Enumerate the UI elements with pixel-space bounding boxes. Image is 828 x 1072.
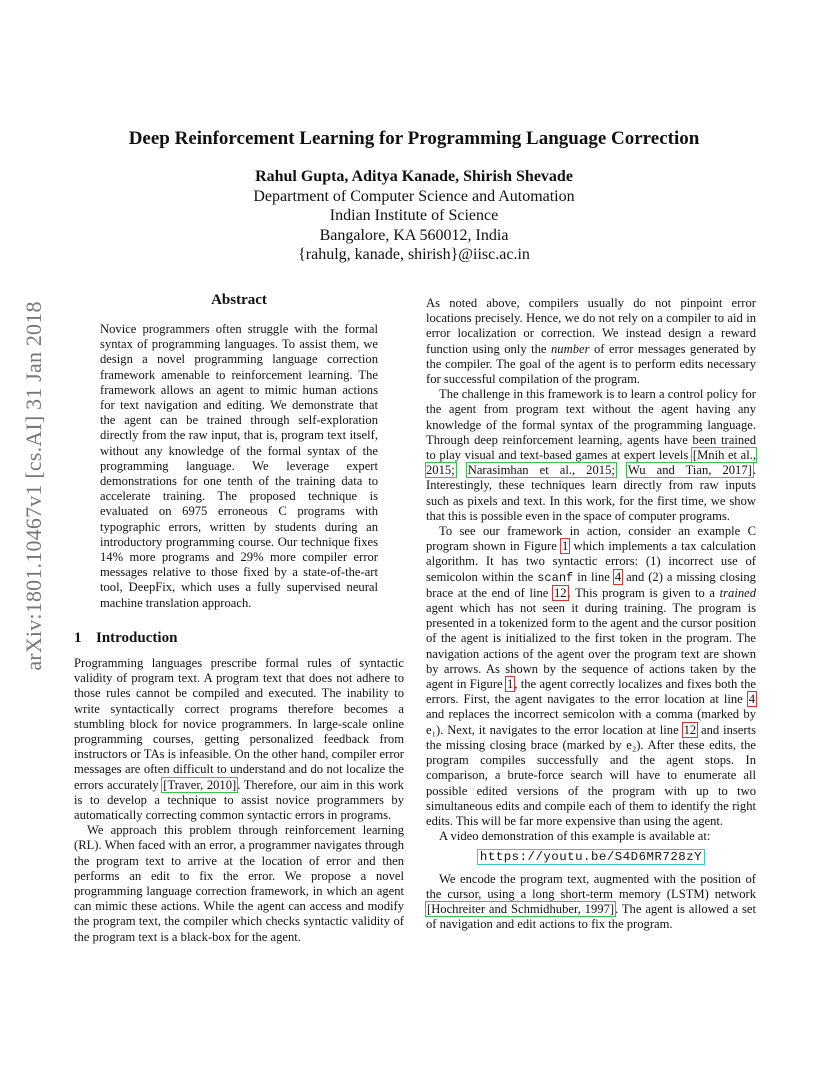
r-p3-h: and replaces the incorrect semicolon with a comma (marked by e₁). Next, it navigates to the error location at line [426,707,756,737]
paper-authors: Rahul Gupta, Aditya Kanade, Shirish Shevade [255,168,573,185]
r-p3-c: in line [573,569,614,584]
r-p3-trained: trained [719,585,757,600]
abstract-body: Novice programmers often struggle with the formal syntax of programming languages. To assist them, we design a novel programming language correction framework amenable to reinforcement learning. The framework allows an agent to mimic human actions for text navigation and editing. We demonstrate that the agent can be trained through self-exploration directly from the raw input, that is, program text itself, without any knowledge of the formal syntax of the programming language. We leverage expert demonstrations for one tenth of the training data to accelerate training. The proposed technique is evaluated on 6975 erroneous C programs with typographic errors, written by students during an introductory programming course. Our technique fixes 14% more programs and 29% more compiler error messages relative to those fixed by a state-of-the-art tool, DeepFix, which uses a fully supervised neural machine translation approach. [100,322,378,610]
intro-left-column [74,656,404,945]
affiliation-emails: {rahulg, kanade, shirish}@iisc.ac.in [298,246,530,263]
line-ref-link[interactable]: 4 [748,692,755,707]
citation-link[interactable]: [Traver, 2010] [163,777,237,792]
video-url-link[interactable]: https://youtu.be/S4D6MR728zY [479,850,703,865]
line-ref-link[interactable]: 12 [683,722,697,737]
intro-p1-end: . Therefore, our aim in this work is to develop a technique to assist novice programmers by automatically correcting common syntactic errors in programs. [74,777,404,823]
r-p1-b: of error messages generated by the compiler. The goal of the agent is to perform edits necessary for successful compilation of the program. [426,341,756,387]
citation-link[interactable]: [Hochreiter and Schmidhuber, 1997] [427,901,615,916]
r-p1-em: number [551,341,590,356]
r-p5-a: We encode the program text, augmented with the position of the cursor, using a long short-term memory (LSTM) network [426,871,756,901]
arxiv-identifier [22,296,46,676]
section-number: 1 [74,630,82,646]
video-url [426,850,756,865]
intro-paragraph-2: We approach this problem through reinforcement learning (RL). When faced with an error, a programmer navigates through the program text to arrive at the location of error and then performs an edit to fix the error. We propose a novel programming language correction framework, in which an agent can mimic these actions. While the agent can access and modify the program text, the compiler which checks syntactic validity of the program text is a black-box for the agent. [74,823,404,944]
right-paragraph-3 [426,524,756,829]
r-p5-b: . The agent is allowed a set of navigation and edit actions to fix the program. [426,901,756,932]
right-paragraph-2 [426,387,756,524]
right-paragraph-5 [426,872,756,933]
figure-ref-link[interactable]: 1 [506,677,514,692]
r-p3-d: and (2) a missing closing brace at the end of line [426,569,756,600]
r-p3-f: agent which has not seen it during training. The program is presented in a tokenized form to the agent and the cursor position of the agent is initialized to the first token in the program. The navigation actions of the agent over the program text are shown by arrows. As shown by the sequence of actions taken by the agent in Figure [426,601,756,692]
r-p1-a: As noted above, compilers usually do not pinpoint error locations precisely. Hence, we do not rely on a compiler to aid in error localization or correction. We instead design a reward function using only the [426,296,756,356]
r-p3-e: . This program is given to a [567,585,720,600]
arxiv-id-text: arXiv:1801.10467v1 [cs.AI] 31 Jan 2018 [21,301,46,671]
citation-link[interactable]: [Mnih et al., 2015; [426,448,757,478]
citation-link[interactable]: Narasimhan et al., 2015; [467,463,615,478]
intro-paragraph-1 [74,656,404,823]
intro-p1-text: Programming languages prescribe formal rules of syntactic validity of program text. A program text that does not adhere to those rules cannot be compiled and executed. The inability to write syntactically correct programs therefore becomes a stumbling block for novice programmers. In large-scale online programming courses, getting personalized feedback from instructors or TAs is infeasible. On the other hand, compiler error messages are often difficult to understand and do not localize the errors accurately [74,656,404,792]
code-scanf: scanf [537,570,574,585]
line-ref-link[interactable]: 4 [614,569,622,584]
section-title: Introduction [96,630,178,646]
abstract-heading: Abstract [211,292,267,308]
section-heading-introduction [74,630,177,647]
citation-link[interactable]: Wu and Tian, 2017] [627,463,752,478]
paper-title: Deep Reinforcement Learning for Programming Language Correction [128,128,700,149]
affiliation-address: Bangalore, KA 560012, India [319,227,509,244]
figure-ref-link[interactable]: 1 [561,539,569,554]
affiliation-institute: Indian Institute of Science [329,207,499,224]
r-p2-b: . Interestingly, these techniques learn directly from raw inputs such as pixels and text. In this work, for the first time, we show that this is possible even in the space of computer programs. [426,463,756,523]
right-column [426,296,756,932]
right-paragraph-1 [426,296,756,387]
r-p3-a: To see our framework in action, consider an example C program shown in Figure [426,524,756,554]
r-p2-a: The challenge in this framework is to learn a control policy for the agent from program text without the agent having any knowledge of the formal syntax of the programming language. Through deep reinforcement learning, agents have been trained to play visual and text-based games at expert levels [426,387,756,463]
r-p3-b: which implements a tax calculation algorithm. It has two syntactic errors: (1) incorrect use of semicolon within the [426,539,756,584]
right-paragraph-4: A video demonstration of this example is available at: [439,829,711,844]
r-p3-g: , the agent correctly localizes and fixes both the errors. First, the agent navigates to the error location at line [426,677,756,707]
affiliation-department: Department of Computer Science and Automation [253,188,575,205]
line-ref-link[interactable]: 12 [553,585,567,600]
r-p3-i: and inserts the missing closing brace (marked by e₂). After these edits, the program compiles successfully and the agent stops. In comparison, a brute-force search will have to enumerate all possible edited versions of the program with up to two simultaneous edits and compile each of them to identify the right edits. This will be far more expensive than using the agent. [426,722,756,828]
